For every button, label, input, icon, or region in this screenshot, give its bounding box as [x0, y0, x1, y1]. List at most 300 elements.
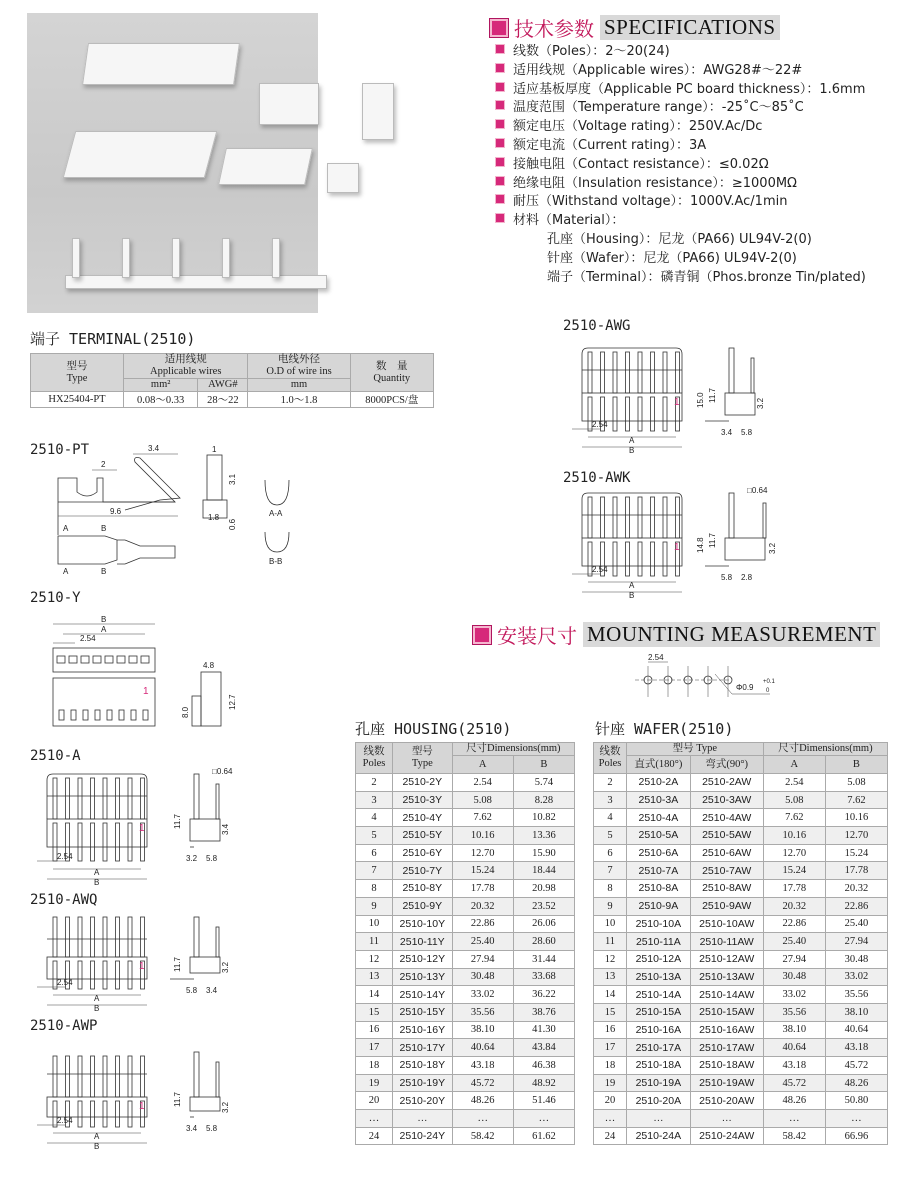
pin: [53, 778, 57, 819]
table-row: [356, 880, 575, 898]
cavity: [117, 656, 125, 663]
table-cell: 2510-4AW: [690, 809, 763, 827]
table-cell: 2510-20Y: [393, 1092, 453, 1110]
pin: [103, 917, 107, 957]
table-cell: 24: [356, 1127, 393, 1145]
side-pin: [216, 1062, 219, 1097]
table-cell: 20.32: [763, 897, 825, 915]
table-row: [356, 1003, 575, 1021]
drawing-label-awg: 2510-AWG: [563, 318, 631, 334]
svg-text:0.6: 0.6: [228, 518, 237, 530]
svg-text:0: 0: [766, 688, 770, 694]
table-row: [594, 986, 888, 1004]
pin-tail: [663, 542, 667, 576]
pin: [91, 917, 95, 957]
table-cell: 15.24: [452, 862, 513, 880]
pin1-mark: 1: [674, 397, 680, 408]
table-cell: …: [763, 1110, 825, 1128]
table-cell: 10.82: [513, 809, 574, 827]
table-cell: 15.90: [513, 844, 574, 862]
table-cell: …: [393, 1110, 453, 1128]
table-cell: 11: [594, 933, 627, 951]
side-wall: [194, 917, 199, 957]
table-cell: 40.64: [763, 1039, 825, 1057]
dim-a: A: [94, 1132, 100, 1141]
table-cell: 8.28: [513, 791, 574, 809]
pin: [663, 352, 667, 393]
pin: [103, 1056, 107, 1097]
table-row: [356, 862, 575, 880]
table-cell: 22.86: [452, 915, 513, 933]
pin-tail: [128, 823, 132, 861]
table-cell: 2510-9A: [627, 897, 691, 915]
bullet-icon: [495, 119, 505, 129]
table-row: [356, 1127, 575, 1145]
dim-a: A: [94, 868, 100, 877]
pin-tail: [638, 397, 642, 431]
pin-tail: [78, 961, 82, 989]
housing-drawing: [25, 610, 255, 735]
table-cell: 33.02: [763, 986, 825, 1004]
svg-text:A: A: [63, 567, 69, 576]
table-cell: 2510-3Y: [393, 791, 453, 809]
svg-text:4.8: 4.8: [203, 661, 215, 670]
table-cell: …: [513, 1110, 574, 1128]
pin-tail: [128, 961, 132, 989]
cavity: [141, 656, 149, 663]
pin-tail: [103, 1101, 107, 1127]
wafer-table: 线数 Poles 型号 Type 尺寸Dimensions(mm) 直式(180°) 弯式(90°) A B 2 2510-2A 2510-2AW 2.54 5.08 3 2510-3A 2510-3AW 5.08 7.62 4 2510-4A 2510-4AW 7.62 10.16 5 2510-5A 2510-5AW 10.16 12.70 6 2510-6A 2510-6AW 12.70 15.24 7 2510-7A 2510-7AW 15.24 17.78 8 2510-8A 2510-8AW 17.78 20.32 9 2510-9A 2510-9AW 20.32 22.86 10 2510-10A 2510-10AW 22.86 25.40 11 2510-11A 2510-11AW 25.40 27.94 12 2510-12A 2510-12AW 27.94 30.48 13 2510-13A 2510-13AW 30.48 33.02 14 2510-14A 2510-14AW 33.02 35.56 15 2510-15A 2510-15AW 35.56 38.10 16 2510-16A 2510-16AW 38.10 40.64 17 2510-17A 2510-17AW 40.64 43.18 18 2510-18A 2510-18AW 43.18 45.72 19 2510-19A 2510-19AW 45.72 48.26 20 2510-20A 2510-20AW 48.26 50.80 … … … … … 24 2510-24A 2510-24AW 58.42 66.96: [593, 742, 888, 1145]
table-cell: 35.56: [452, 1003, 513, 1021]
cavity: [93, 656, 101, 663]
table-cell: 2510-16A: [627, 1021, 691, 1039]
dim-b: B: [629, 591, 635, 600]
table-cell: 2510-12Y: [393, 950, 453, 968]
table-row: [594, 1127, 888, 1145]
table-cell: 2510-7Y: [393, 862, 453, 880]
table-cell: 17.78: [763, 880, 825, 898]
slot: [107, 710, 112, 720]
table-cell: 2510-24Y: [393, 1127, 453, 1145]
drawing-label-pt: 2510-PT: [30, 442, 90, 458]
dim-pitch: 2.54: [592, 565, 608, 574]
table-row: [356, 774, 575, 792]
pin: [128, 778, 132, 819]
wafer-a-drawing: [25, 762, 275, 887]
bullet-icon: [473, 626, 491, 644]
table-row: [594, 1092, 888, 1110]
table-cell: 2510-11A: [627, 933, 691, 951]
pin-tail: [78, 1101, 82, 1127]
pin: [638, 352, 642, 393]
table-row: [594, 897, 888, 915]
svg-text:B-B: B-B: [269, 557, 283, 566]
table-cell: 2510-7A: [627, 862, 691, 880]
table-cell: 38.10: [763, 1021, 825, 1039]
dim-b: B: [94, 1142, 100, 1150]
pin-tail: [116, 823, 120, 861]
table-cell: 2510-2AW: [690, 774, 763, 792]
table-cell: …: [825, 1110, 887, 1128]
table-cell: 2510-16Y: [393, 1021, 453, 1039]
table-row: [594, 827, 888, 845]
table-cell: 45.72: [763, 1074, 825, 1092]
mounting-title: 安装尺寸 MOUNTING MEASUREMENT: [473, 620, 880, 649]
dim-height: 11.7: [708, 533, 717, 548]
side-body: [190, 819, 220, 841]
svg-text:8.0: 8.0: [181, 706, 190, 718]
front-view: [572, 348, 682, 455]
cavity: [81, 656, 89, 663]
dim-a: A: [629, 436, 635, 445]
dim-a: A: [94, 994, 100, 1003]
pin: [601, 497, 605, 538]
pin: [128, 917, 132, 957]
side-pin: [751, 358, 754, 393]
table-cell: 17.78: [825, 862, 887, 880]
table-cell: 7.62: [452, 809, 513, 827]
dim-height: 11.7: [173, 957, 182, 972]
pin: [588, 497, 592, 538]
front-view: [37, 917, 147, 1013]
pin: [91, 1056, 95, 1097]
pin-tail: [638, 542, 642, 576]
dim-pitch: 2.54: [592, 420, 608, 429]
pin: [78, 917, 82, 957]
table-row: [594, 1110, 888, 1128]
drawing-label-awk: 2510-AWK: [563, 470, 631, 486]
pin-tail: [78, 823, 82, 861]
pin: [141, 778, 145, 819]
table-cell: 43.84: [513, 1039, 574, 1057]
table-row: [356, 1074, 575, 1092]
pin: [53, 917, 57, 957]
pin-tail: [128, 1101, 132, 1127]
pin: [66, 1056, 70, 1097]
table-cell: 27.94: [452, 950, 513, 968]
spec-item: 适用线规（Applicable wires）：AWG28#～22#: [495, 62, 866, 81]
table-cell: 2510-20A: [627, 1092, 691, 1110]
svg-text:A-A: A-A: [269, 509, 283, 518]
svg-text:1.8: 1.8: [208, 513, 220, 522]
svg-text:B: B: [101, 615, 107, 624]
table-cell: 27.94: [763, 950, 825, 968]
bullet-icon: [495, 176, 505, 186]
table-row: [356, 827, 575, 845]
table-cell: 45.72: [452, 1074, 513, 1092]
table-cell: 2510-12AW: [690, 950, 763, 968]
table-row: [356, 809, 575, 827]
table-cell: 14: [594, 986, 627, 1004]
side-body: [725, 393, 755, 415]
table-cell: 33.02: [452, 986, 513, 1004]
table-cell: 2510-6AW: [690, 844, 763, 862]
table-cell: 4: [356, 809, 393, 827]
table-cell: 16: [594, 1021, 627, 1039]
pin-tail: [91, 1101, 95, 1127]
table-cell: 20: [356, 1092, 393, 1110]
cavity: [105, 656, 113, 663]
table-cell: 5.08: [825, 774, 887, 792]
table-cell: 2510-4A: [627, 809, 691, 827]
table-row: [594, 862, 888, 880]
table-cell: 2510-17AW: [690, 1039, 763, 1057]
table-cell: 5: [356, 827, 393, 845]
pin: [676, 352, 680, 393]
table-cell: 5.74: [513, 774, 574, 792]
table-cell: 2510-8A: [627, 880, 691, 898]
table-cell: 2510-4Y: [393, 809, 453, 827]
drawing-label-awq: 2510-AWQ: [30, 892, 98, 908]
table-cell: 2510-5AW: [690, 827, 763, 845]
svg-text:A: A: [63, 524, 69, 533]
table-cell: 2510-11Y: [393, 933, 453, 951]
svg-text:3.4: 3.4: [148, 444, 160, 453]
table-row: [594, 844, 888, 862]
table-cell: 2510-14A: [627, 986, 691, 1004]
table-row: [356, 1057, 575, 1075]
pin1-mark: 1: [139, 1101, 145, 1112]
pin: [588, 352, 592, 393]
spec-item: 线数（Poles）：2～20(24): [495, 43, 866, 62]
front-view: [37, 1056, 147, 1150]
table-cell: 2: [594, 774, 627, 792]
table-cell: 25.40: [452, 933, 513, 951]
table-cell: 40.64: [825, 1021, 887, 1039]
dim-height-total: 15.0: [696, 392, 705, 408]
table-cell: 2510-16AW: [690, 1021, 763, 1039]
table-cell: 20: [594, 1092, 627, 1110]
table-cell: 2510-15AW: [690, 1003, 763, 1021]
table-cell: 7.62: [763, 809, 825, 827]
table-cell: 43.18: [825, 1039, 887, 1057]
table-row: [356, 933, 575, 951]
table-cell: 17: [594, 1039, 627, 1057]
table-cell: 6: [594, 844, 627, 862]
side-wall: [729, 493, 734, 538]
bullet-icon: [495, 100, 505, 110]
bullet-icon: [495, 82, 505, 92]
table-row: [594, 791, 888, 809]
pin: [116, 917, 120, 957]
dim-s3: 5.8: [741, 428, 753, 437]
table-cell: 43.18: [452, 1057, 513, 1075]
table-cell: 50.80: [825, 1092, 887, 1110]
table-cell: 10: [594, 915, 627, 933]
table-row: [356, 968, 575, 986]
table-cell: 61.62: [513, 1127, 574, 1145]
spec-item: 额定电流（Current rating）：3A: [495, 137, 866, 156]
table-cell: 10: [356, 915, 393, 933]
table-cell: 20.98: [513, 880, 574, 898]
table-cell: 12.70: [452, 844, 513, 862]
table-cell: 2510-19A: [627, 1074, 691, 1092]
spec-item: 温度范围（Temperature range）：-25˚C～85˚C: [495, 99, 866, 118]
table-row: [356, 1092, 575, 1110]
table-cell: 40.64: [452, 1039, 513, 1057]
pin: [116, 1056, 120, 1097]
pin-tail: [91, 961, 95, 989]
table-row: [356, 915, 575, 933]
table-cell: 48.26: [825, 1074, 887, 1092]
table-cell: 31.44: [513, 950, 574, 968]
table-row: [594, 809, 888, 827]
table-cell: 14: [356, 986, 393, 1004]
table-cell: 2510-18AW: [690, 1057, 763, 1075]
table-row: [356, 1021, 575, 1039]
pin: [613, 352, 617, 393]
dim-pitch: 2.54: [57, 978, 73, 987]
table-cell: 2510-8AW: [690, 880, 763, 898]
bullet-icon: [495, 138, 505, 148]
terminal-table: 型号 Type 适用线规 Applicable wires 电线外径 O.D of wire ins 数 量 Quantity mm² AWG# mm HX25404-PT 0.08～0.33 28～22 1.0～1.8 8000PCS/盘: [30, 353, 434, 408]
svg-text:3.1: 3.1: [228, 473, 237, 485]
table-cell: 2510-24A: [627, 1127, 691, 1145]
table-cell: 45.72: [825, 1057, 887, 1075]
dim-s1: 3.4: [221, 823, 230, 835]
table-row: [356, 791, 575, 809]
pin-tail: [651, 397, 655, 431]
table-row: [356, 1110, 575, 1128]
table-cell: 33.68: [513, 968, 574, 986]
dim-s3: 5.8: [206, 1124, 218, 1133]
table-cell: 35.56: [763, 1003, 825, 1021]
table-cell: 2510-10Y: [393, 915, 453, 933]
wafer-title: 针座 WAFER(2510): [595, 720, 734, 738]
svg-text:2.54: 2.54: [648, 653, 664, 662]
pin-tail: [91, 823, 95, 861]
table-cell: 2510-17Y: [393, 1039, 453, 1057]
table-cell: 7.62: [825, 791, 887, 809]
pin: [141, 917, 145, 957]
pin-tail: [626, 397, 630, 431]
table-cell: 48.92: [513, 1074, 574, 1092]
wafer-awp-drawing: [25, 1040, 275, 1150]
drawing-label-awp: 2510-AWP: [30, 1018, 98, 1034]
table-cell: …: [690, 1110, 763, 1128]
table-cell: 2510-14AW: [690, 986, 763, 1004]
pin: [626, 352, 630, 393]
side-wall: [729, 348, 734, 393]
table-cell: 9: [594, 897, 627, 915]
bullet-icon: [495, 194, 505, 204]
wafer-awk-drawing: [560, 485, 810, 610]
table-cell: 10.16: [763, 827, 825, 845]
side-pin: [763, 503, 766, 538]
svg-text:2: 2: [101, 460, 106, 469]
table-row: [594, 1003, 888, 1021]
table-cell: 25.40: [763, 933, 825, 951]
table-cell: 5.08: [452, 791, 513, 809]
table-cell: 4: [594, 809, 627, 827]
dim-b: B: [629, 446, 635, 455]
slot: [131, 710, 136, 720]
slot: [95, 710, 100, 720]
side-wall: [194, 774, 199, 819]
slot: [71, 710, 76, 720]
table-cell: 2510-18A: [627, 1057, 691, 1075]
table-cell: 2510-10AW: [690, 915, 763, 933]
bullet-icon: [495, 44, 505, 54]
product-photo: [27, 13, 318, 313]
pin: [91, 778, 95, 819]
table-cell: 2510-15Y: [393, 1003, 453, 1021]
table-cell: 2.54: [452, 774, 513, 792]
table-cell: 3: [356, 791, 393, 809]
table-cell: 2510-5Y: [393, 827, 453, 845]
housing-table: 线数 Poles 型号 Type 尺寸Dimensions(mm) A B 2 2510-2Y 2.54 5.74 3 2510-3Y 5.08 8.28 4 2510-4Y 7.62 10.82 5 2510-5Y 10.16 13.36 6 2510-6Y 12.70 15.90 7 2510-7Y 15.24 18.44 8 2510-8Y 17.78 20.98 9 2510-9Y 20.32 23.52 10 2510-10Y 22.86 26.06 11 2510-11Y 25.40 28.60 12 2510-12Y 27.94 31.44 13 2510-13Y 30.48 33.68 14 2510-14Y 33.02 36.22 15 2510-15Y 35.56 38.76 16 2510-16Y 38.10 41.30 17 2510-17Y 40.64 43.84 18 2510-18Y 43.18 46.38 19 2510-19Y 45.72 48.92 20 2510-20Y 48.26 51.46 … … … … 24 2510-24Y 58.42 61.62: [355, 742, 575, 1145]
pin1-mark: 1: [139, 823, 145, 834]
pin-tail: [116, 1101, 120, 1127]
table-cell: 30.48: [452, 968, 513, 986]
material-item: 针座（Wafer）：尼龙（PA66) UL94V-2(0): [547, 250, 797, 266]
table-cell: 2510-13Y: [393, 968, 453, 986]
table-cell: 26.06: [513, 915, 574, 933]
table-cell: 13: [594, 968, 627, 986]
table-cell: 2510-2A: [627, 774, 691, 792]
wafer-awq-drawing: [25, 912, 275, 1017]
table-cell: 2510-15A: [627, 1003, 691, 1021]
table-cell: 2510-14Y: [393, 986, 453, 1004]
table-cell: 7: [356, 862, 393, 880]
pin: [78, 778, 82, 819]
table-cell: 35.56: [825, 986, 887, 1004]
table-cell: 2510-3AW: [690, 791, 763, 809]
material-item: 孔座（Housing）：尼龙（PA66) UL94V-2(0): [547, 231, 812, 247]
drawing-label-a: 2510-A: [30, 748, 81, 764]
pin: [141, 1056, 145, 1097]
pin: [613, 497, 617, 538]
table-row: [594, 1057, 888, 1075]
table-cell: 10.16: [825, 809, 887, 827]
table-cell: 2.54: [763, 774, 825, 792]
svg-text:1: 1: [143, 686, 149, 697]
table-cell: 33.02: [825, 968, 887, 986]
dim-s3: 3.4: [206, 986, 218, 995]
bullet-icon: [495, 213, 505, 223]
table-cell: 2510-19Y: [393, 1074, 453, 1092]
wafer-awg-drawing: [560, 340, 810, 465]
table-cell: 8: [356, 880, 393, 898]
table-cell: 9: [356, 897, 393, 915]
table-cell: 13: [356, 968, 393, 986]
table-cell: 2510-11AW: [690, 933, 763, 951]
table-cell: 17: [356, 1039, 393, 1057]
table-row: [356, 844, 575, 862]
pin: [626, 497, 630, 538]
table-cell: 19: [356, 1074, 393, 1092]
cavity: [129, 656, 137, 663]
dim-a: A: [629, 581, 635, 590]
table-row: [594, 968, 888, 986]
table-cell: 25.40: [825, 915, 887, 933]
table-cell: 12.70: [763, 844, 825, 862]
table-cell: 15.24: [763, 862, 825, 880]
side-wall: [194, 1052, 199, 1097]
side-body: [190, 957, 220, 973]
table-cell: 2510-7AW: [690, 862, 763, 880]
table-cell: 2510-13AW: [690, 968, 763, 986]
table-row: [594, 1039, 888, 1057]
side-pin: [216, 784, 219, 819]
table-row: [594, 933, 888, 951]
pin: [651, 352, 655, 393]
pin1-mark: 1: [139, 961, 145, 972]
svg-text:2.54: 2.54: [80, 634, 96, 643]
spec-item: 接触电阻（Contact resistance）：≤0.02Ω: [495, 156, 866, 175]
table-cell: 12.70: [825, 827, 887, 845]
spec-item: 耐压（Withstand voltage）：1000V.Ac/1min: [495, 193, 866, 212]
